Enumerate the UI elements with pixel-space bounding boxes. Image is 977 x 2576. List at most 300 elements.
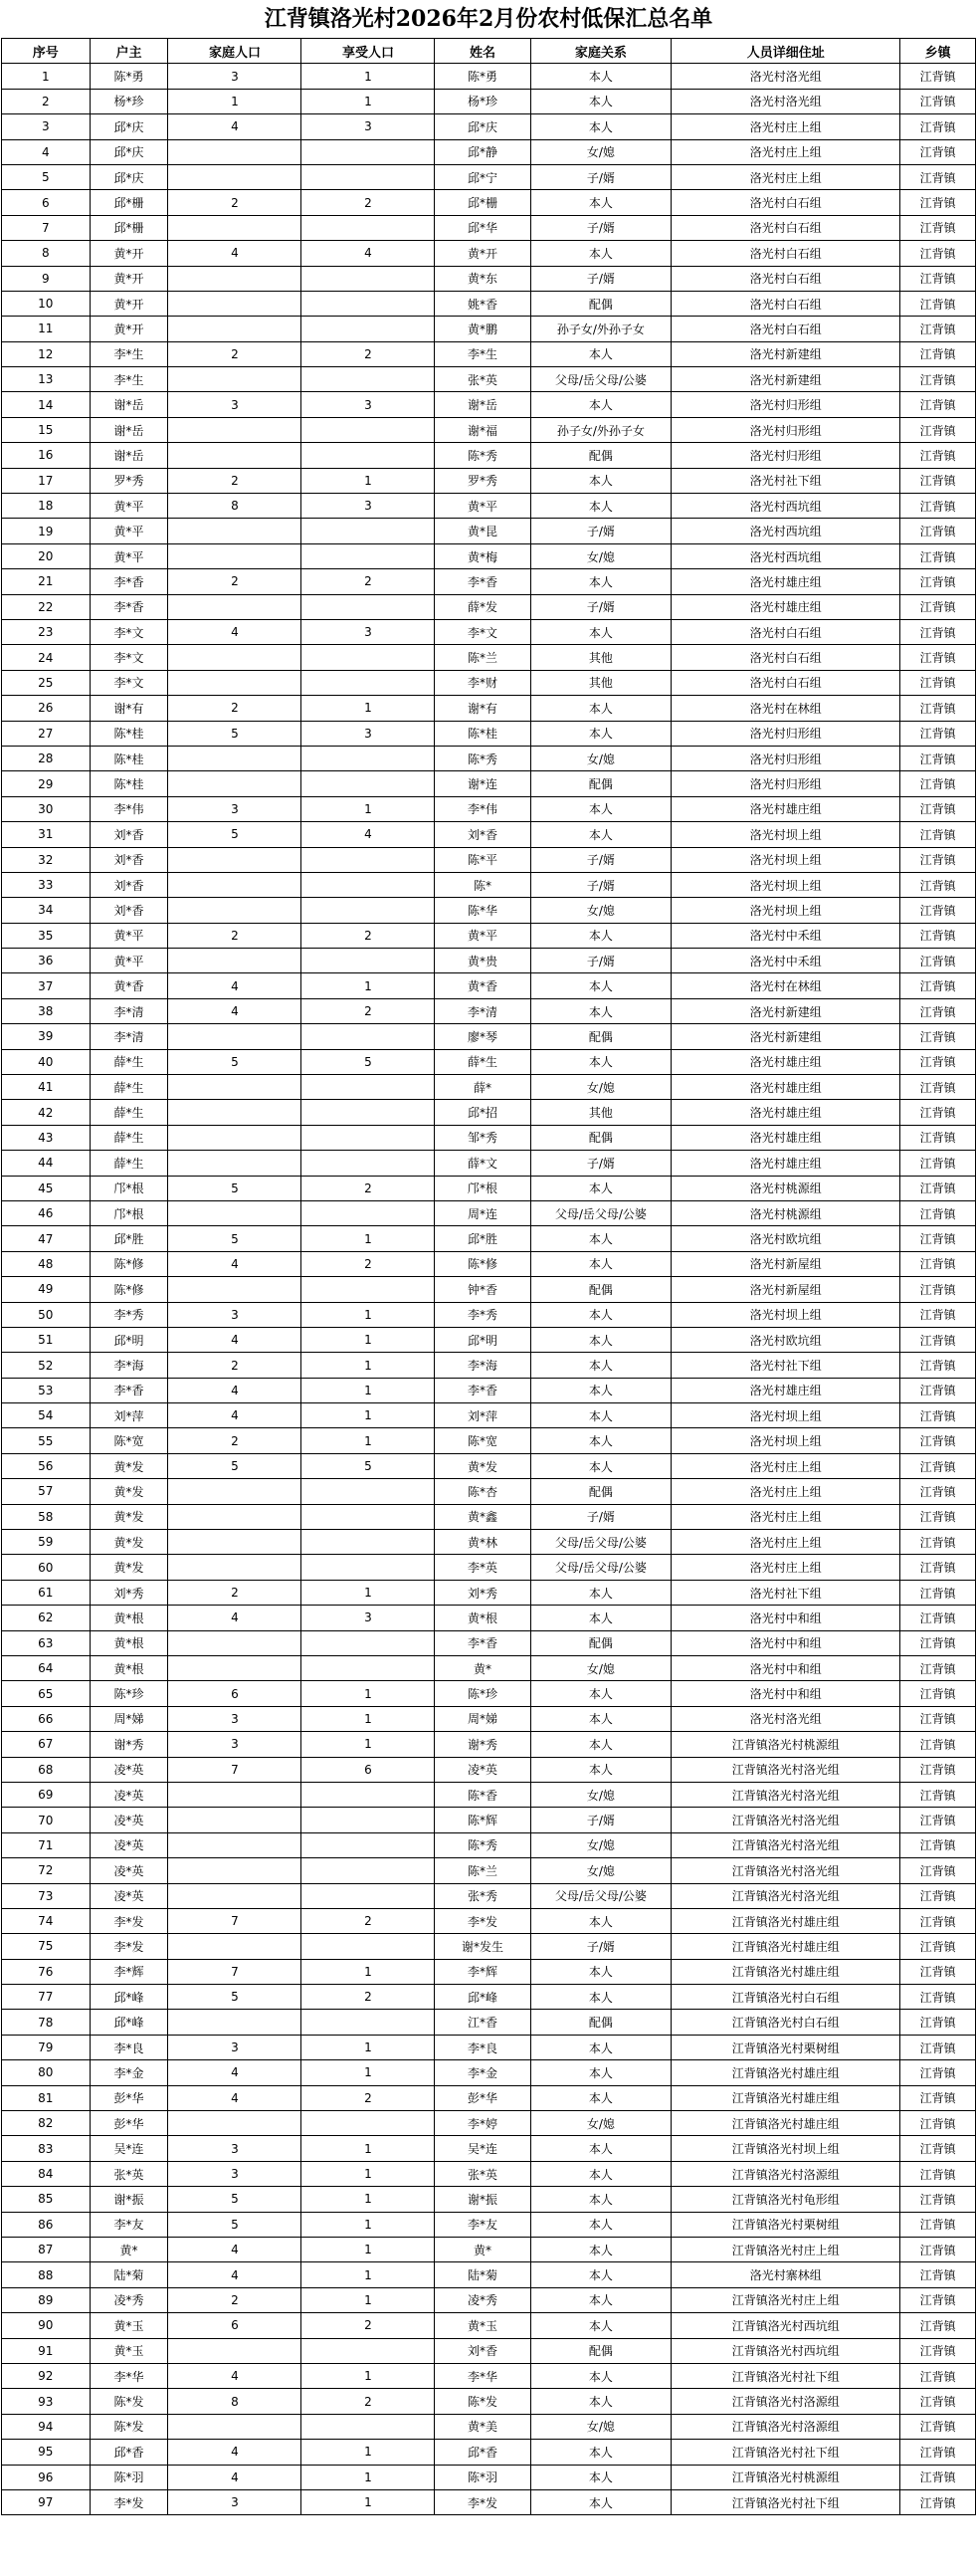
cell-index: 32 [2, 847, 91, 872]
cell-relation: 本人 [530, 1580, 672, 1605]
cell-household-head: 黄*发 [90, 1530, 168, 1555]
cell-family-size: 2 [168, 190, 301, 215]
cell-household-head: 刘*萍 [90, 1403, 168, 1428]
table-row [2, 1453, 976, 1478]
header-cell-relation: 家庭关系 [530, 39, 672, 64]
cell-town: 江背镇 [900, 1049, 976, 1074]
cell-name: 彭*华 [435, 2085, 530, 2110]
cell-family-size: 2 [168, 468, 301, 493]
cell-index: 63 [2, 1630, 91, 1655]
cell-town: 江背镇 [900, 114, 976, 139]
cell-name: 陈*发 [435, 2389, 530, 2414]
cell-beneficiaries: 1 [301, 2237, 435, 2261]
cell-relation: 本人 [530, 822, 672, 847]
cell-index: 2 [2, 89, 91, 113]
cell-town: 江背镇 [900, 139, 976, 164]
cell-relation: 本人 [530, 2212, 672, 2237]
cell-family-size [168, 1125, 301, 1150]
cell-index: 44 [2, 1151, 91, 1176]
cell-household-head: 黄*玉 [90, 2338, 168, 2363]
cell-address: 洛光村桃源组 [672, 1176, 900, 1200]
cell-relation: 配偶 [530, 1024, 672, 1049]
table-row [2, 543, 976, 568]
cell-index: 80 [2, 2060, 91, 2085]
cell-name: 谢*连 [435, 771, 530, 796]
cell-index: 42 [2, 1100, 91, 1125]
table-row [2, 949, 976, 973]
cell-name: 姚*香 [435, 291, 530, 316]
cell-address: 洛光村欧坑组 [672, 1327, 900, 1352]
cell-beneficiaries [301, 1858, 435, 1883]
cell-family-size: 5 [168, 822, 301, 847]
cell-name: 陈*兰 [435, 645, 530, 670]
cell-town: 江背镇 [900, 1858, 976, 1883]
cell-household-head: 谢*秀 [90, 1732, 168, 1757]
cell-family-size [168, 291, 301, 316]
cell-name: 李*香 [435, 1378, 530, 1402]
cell-name: 陈*杏 [435, 1479, 530, 1504]
cell-name: 邹*秀 [435, 1125, 530, 1150]
cell-beneficiaries [301, 670, 435, 695]
table-row [2, 443, 976, 468]
cell-index: 87 [2, 2237, 91, 2261]
cell-name: 刘*香 [435, 822, 530, 847]
cell-family-size [168, 1277, 301, 1302]
cell-relation: 女/媳 [530, 746, 672, 770]
cell-address: 洛光村中禾组 [672, 923, 900, 948]
cell-name: 黄*鹏 [435, 317, 530, 341]
cell-household-head: 彭*华 [90, 2111, 168, 2136]
table-row [2, 1732, 976, 1757]
cell-address: 洛光村白石组 [672, 670, 900, 695]
cell-name: 陈*秀 [435, 1832, 530, 1857]
cell-beneficiaries [301, 1151, 435, 1176]
cell-family-size [168, 746, 301, 770]
cell-family-size [168, 2414, 301, 2439]
cell-town: 江背镇 [900, 494, 976, 519]
cell-index: 14 [2, 392, 91, 417]
cell-address: 江背镇洛光村栗树组 [672, 2035, 900, 2059]
cell-town: 江背镇 [900, 619, 976, 644]
cell-household-head: 吴*连 [90, 2136, 168, 2161]
cell-town: 江背镇 [900, 1908, 976, 1933]
table-row [2, 2136, 976, 2161]
cell-town: 江背镇 [900, 1176, 976, 1200]
cell-household-head: 邝*根 [90, 1200, 168, 1225]
cell-town: 江背镇 [900, 2237, 976, 2261]
cell-index: 84 [2, 2161, 91, 2186]
cell-household-head: 黄*开 [90, 241, 168, 266]
cell-town: 江背镇 [900, 569, 976, 594]
cell-relation: 配偶 [530, 1125, 672, 1150]
cell-beneficiaries: 1 [301, 1580, 435, 1605]
cell-address: 洛光村坝上组 [672, 872, 900, 897]
cell-family-size: 4 [168, 973, 301, 998]
cell-beneficiaries: 1 [301, 2136, 435, 2161]
cell-relation: 子/婿 [530, 215, 672, 240]
cell-beneficiaries: 1 [301, 1302, 435, 1327]
cell-index: 92 [2, 2363, 91, 2388]
cell-family-size: 4 [168, 619, 301, 644]
table-row [2, 2465, 976, 2489]
cell-address: 洛光村白石组 [672, 266, 900, 291]
cell-household-head: 刘*香 [90, 847, 168, 872]
cell-address: 江背镇洛光村洛光组 [672, 1782, 900, 1807]
cell-beneficiaries: 1 [301, 2187, 435, 2212]
cell-index: 36 [2, 949, 91, 973]
cell-beneficiaries: 6 [301, 1757, 435, 1782]
cell-address: 江背镇洛光村社下组 [672, 2440, 900, 2465]
cell-address: 江背镇洛光村龟形组 [672, 2187, 900, 2212]
cell-address: 洛光村雄庄组 [672, 1075, 900, 1100]
cell-household-head: 李*金 [90, 2060, 168, 2085]
cell-index: 4 [2, 139, 91, 164]
cell-name: 陈*珍 [435, 1681, 530, 1706]
cell-index: 57 [2, 1479, 91, 1504]
cell-name: 江*香 [435, 2010, 530, 2035]
cell-household-head: 黄* [90, 2237, 168, 2261]
cell-address: 洛光村归形组 [672, 392, 900, 417]
cell-address: 洛光村中和组 [672, 1681, 900, 1706]
cell-beneficiaries: 4 [301, 241, 435, 266]
cell-town: 江背镇 [900, 164, 976, 189]
cell-index: 15 [2, 417, 91, 442]
cell-relation: 本人 [530, 721, 672, 746]
cell-family-size [168, 1630, 301, 1655]
cell-name: 李*发 [435, 1908, 530, 1933]
cell-town: 江背镇 [900, 973, 976, 998]
cell-household-head: 李*香 [90, 594, 168, 619]
cell-family-size: 2 [168, 923, 301, 948]
table-row [2, 2440, 976, 2465]
cell-beneficiaries: 1 [301, 796, 435, 821]
cell-town: 江背镇 [900, 89, 976, 113]
cell-beneficiaries: 3 [301, 392, 435, 417]
cell-town: 江背镇 [900, 923, 976, 948]
cell-name: 周*娣 [435, 1706, 530, 1731]
cell-town: 江背镇 [900, 1302, 976, 1327]
cell-index: 39 [2, 1024, 91, 1049]
cell-address: 洛光村中和组 [672, 1630, 900, 1655]
cell-name: 李*良 [435, 2035, 530, 2059]
cell-household-head: 陈*勇 [90, 64, 168, 89]
cell-relation: 本人 [530, 1706, 672, 1731]
cell-name: 邱*栅 [435, 190, 530, 215]
cell-index: 47 [2, 1226, 91, 1251]
cell-relation: 本人 [530, 2085, 672, 2110]
cell-beneficiaries [301, 417, 435, 442]
cell-address: 洛光村庄上组 [672, 114, 900, 139]
cell-name: 张*英 [435, 2161, 530, 2186]
cell-index: 88 [2, 2262, 91, 2287]
cell-town: 江背镇 [900, 2338, 976, 2363]
cell-beneficiaries [301, 215, 435, 240]
cell-family-size [168, 2111, 301, 2136]
cell-household-head: 黄*平 [90, 923, 168, 948]
cell-relation: 本人 [530, 1453, 672, 1478]
cell-address: 洛光村庄上组 [672, 164, 900, 189]
cell-household-head: 陈*桂 [90, 771, 168, 796]
cell-address: 洛光村中禾组 [672, 949, 900, 973]
cell-family-size: 2 [168, 2287, 301, 2312]
cell-household-head: 薛*生 [90, 1075, 168, 1100]
cell-family-size: 4 [168, 998, 301, 1023]
cell-household-head: 陈*珍 [90, 1681, 168, 1706]
cell-index: 73 [2, 1883, 91, 1908]
cell-town: 江背镇 [900, 847, 976, 872]
cell-relation: 子/婿 [530, 847, 672, 872]
cell-index: 12 [2, 341, 91, 366]
table-row [2, 1176, 976, 1200]
table-row [2, 291, 976, 316]
cell-family-size [168, 1883, 301, 1908]
cell-town: 江背镇 [900, 898, 976, 923]
cell-address: 江背镇洛光村西坑组 [672, 2338, 900, 2363]
cell-relation: 女/媳 [530, 1782, 672, 1807]
cell-name: 黄*林 [435, 1530, 530, 1555]
cell-household-head: 薛*生 [90, 1100, 168, 1125]
cell-household-head: 谢*有 [90, 696, 168, 721]
cell-town: 江背镇 [900, 998, 976, 1023]
cell-index: 37 [2, 973, 91, 998]
cell-town: 江背镇 [900, 317, 976, 341]
cell-household-head: 薛*生 [90, 1151, 168, 1176]
cell-address: 江背镇洛光村栗树组 [672, 2212, 900, 2237]
table-row [2, 2212, 976, 2237]
cell-address: 洛光村雄庄组 [672, 796, 900, 821]
cell-relation: 子/婿 [530, 1808, 672, 1832]
table-row [2, 2237, 976, 2261]
cell-address: 江背镇洛光村洛源组 [672, 2414, 900, 2439]
cell-relation: 本人 [530, 1176, 672, 1200]
cell-beneficiaries: 1 [301, 1327, 435, 1352]
cell-household-head: 陈*宽 [90, 1428, 168, 1453]
cell-relation: 子/婿 [530, 266, 672, 291]
cell-family-size [168, 139, 301, 164]
cell-family-size [168, 543, 301, 568]
cell-index: 3 [2, 114, 91, 139]
cell-beneficiaries: 1 [301, 1353, 435, 1378]
cell-index: 11 [2, 317, 91, 341]
cell-name: 陈*华 [435, 898, 530, 923]
header-cell-index: 序号 [2, 39, 91, 64]
cell-beneficiaries [301, 1530, 435, 1555]
cell-name: 陈*勇 [435, 64, 530, 89]
cell-town: 江背镇 [900, 1504, 976, 1529]
cell-family-size: 4 [168, 2262, 301, 2287]
cell-name: 陈*修 [435, 1251, 530, 1276]
cell-address: 洛光村坝上组 [672, 898, 900, 923]
header-cell-town: 乡镇 [900, 39, 976, 64]
cell-name: 刘*秀 [435, 1580, 530, 1605]
cell-family-size: 3 [168, 2136, 301, 2161]
cell-household-head: 李*发 [90, 2489, 168, 2514]
cell-relation: 父母/岳父母/公婆 [530, 1200, 672, 1225]
cell-town: 江背镇 [900, 1453, 976, 1478]
cell-family-size [168, 2338, 301, 2363]
cell-name: 李*英 [435, 1555, 530, 1580]
table-row [2, 973, 976, 998]
cell-address: 洛光村雄庄组 [672, 1100, 900, 1125]
table-row [2, 2010, 976, 2035]
cell-index: 46 [2, 1200, 91, 1225]
cell-index: 7 [2, 215, 91, 240]
table-row [2, 1959, 976, 1984]
cell-address: 江背镇洛光村洛光组 [672, 1858, 900, 1883]
cell-household-head: 凌*英 [90, 1757, 168, 1782]
cell-beneficiaries: 1 [301, 2287, 435, 2312]
cell-family-size [168, 949, 301, 973]
cell-relation: 本人 [530, 114, 672, 139]
cell-household-head: 陈*发 [90, 2414, 168, 2439]
cell-index: 69 [2, 1782, 91, 1807]
table-row [2, 1555, 976, 1580]
cell-family-size: 4 [168, 114, 301, 139]
cell-relation: 本人 [530, 2287, 672, 2312]
cell-household-head: 邱*栅 [90, 215, 168, 240]
cell-name: 张*秀 [435, 1883, 530, 1908]
cell-town: 江背镇 [900, 1732, 976, 1757]
table-row [2, 619, 976, 644]
cell-town: 江背镇 [900, 291, 976, 316]
cell-household-head: 陈*修 [90, 1277, 168, 1302]
cell-town: 江背镇 [900, 1883, 976, 1908]
cell-town: 江背镇 [900, 1959, 976, 1984]
cell-address: 江背镇洛光村桃源组 [672, 2465, 900, 2489]
cell-family-size: 2 [168, 341, 301, 366]
cell-town: 江背镇 [900, 2161, 976, 2186]
cell-address: 江背镇洛光村雄庄组 [672, 1908, 900, 1933]
cell-relation: 本人 [530, 89, 672, 113]
cell-address: 洛光村白石组 [672, 619, 900, 644]
cell-name: 凌*英 [435, 1757, 530, 1782]
cell-town: 江背镇 [900, 2262, 976, 2287]
cell-name: 李*生 [435, 341, 530, 366]
cell-relation: 本人 [530, 1049, 672, 1074]
cell-beneficiaries [301, 2111, 435, 2136]
cell-family-size [168, 670, 301, 695]
cell-beneficiaries: 3 [301, 114, 435, 139]
cell-beneficiaries: 4 [301, 822, 435, 847]
cell-family-size: 1 [168, 89, 301, 113]
cell-family-size [168, 367, 301, 392]
cell-household-head: 邱*庆 [90, 139, 168, 164]
cell-relation: 本人 [530, 494, 672, 519]
cell-relation: 本人 [530, 1302, 672, 1327]
cell-name: 黄*梅 [435, 543, 530, 568]
cell-index: 60 [2, 1555, 91, 1580]
cell-beneficiaries [301, 847, 435, 872]
cell-address: 洛光村归形组 [672, 771, 900, 796]
cell-household-head: 邱*栅 [90, 190, 168, 215]
cell-household-head: 凌*英 [90, 1808, 168, 1832]
cell-household-head: 李*发 [90, 1908, 168, 1933]
cell-town: 江背镇 [900, 266, 976, 291]
table-row [2, 341, 976, 366]
cell-index: 62 [2, 1606, 91, 1630]
cell-beneficiaries [301, 266, 435, 291]
cell-name: 谢*振 [435, 2187, 530, 2212]
cell-beneficiaries [301, 898, 435, 923]
cell-household-head: 黄*根 [90, 1630, 168, 1655]
table-row [2, 1251, 976, 1276]
cell-household-head: 凌*秀 [90, 2287, 168, 2312]
cell-name: 邱*招 [435, 1100, 530, 1125]
cell-relation: 本人 [530, 2465, 672, 2489]
cell-beneficiaries: 1 [301, 2212, 435, 2237]
cell-name: 邱*胜 [435, 1226, 530, 1251]
cell-address: 洛光村西坑组 [672, 519, 900, 543]
cell-index: 82 [2, 2111, 91, 2136]
cell-family-size [168, 1504, 301, 1529]
cell-beneficiaries [301, 1277, 435, 1302]
table-row [2, 2161, 976, 2186]
cell-relation: 本人 [530, 1327, 672, 1352]
cell-relation: 本人 [530, 2363, 672, 2388]
cell-name: 薛*发 [435, 594, 530, 619]
table-row [2, 1630, 976, 1655]
table-row [2, 1403, 976, 1428]
cell-index: 28 [2, 746, 91, 770]
cell-family-size: 4 [168, 2085, 301, 2110]
cell-household-head: 陈*发 [90, 2389, 168, 2414]
cell-name: 谢*有 [435, 696, 530, 721]
table-row [2, 2085, 976, 2110]
cell-address: 洛光村白石组 [672, 190, 900, 215]
cell-town: 江背镇 [900, 2010, 976, 2035]
cell-index: 85 [2, 2187, 91, 2212]
table-row [2, 746, 976, 770]
cell-family-size: 6 [168, 1681, 301, 1706]
cell-family-size [168, 1151, 301, 1176]
table-row [2, 64, 976, 89]
page-title: 江背镇洛光村2026年2月份农村低保汇总名单 [264, 6, 713, 32]
cell-relation: 父母/岳父母/公婆 [530, 367, 672, 392]
cell-index: 34 [2, 898, 91, 923]
cell-family-size: 5 [168, 1176, 301, 1200]
cell-name: 李*发 [435, 2489, 530, 2514]
cell-beneficiaries: 1 [301, 2161, 435, 2186]
cell-household-head: 陈*羽 [90, 2465, 168, 2489]
cell-address: 洛光村坝上组 [672, 847, 900, 872]
cell-household-head: 黄*平 [90, 543, 168, 568]
cell-household-head: 邱*胜 [90, 1226, 168, 1251]
cell-household-head: 谢*岳 [90, 443, 168, 468]
cell-beneficiaries: 2 [301, 341, 435, 366]
cell-index: 13 [2, 367, 91, 392]
cell-household-head: 陈*修 [90, 1251, 168, 1276]
cell-index: 52 [2, 1353, 91, 1378]
table-row [2, 771, 976, 796]
cell-beneficiaries: 2 [301, 2389, 435, 2414]
cell-beneficiaries: 2 [301, 2313, 435, 2338]
cell-town: 江背镇 [900, 1125, 976, 1150]
table-row [2, 114, 976, 139]
cell-index: 66 [2, 1706, 91, 1731]
cell-household-head: 刘*香 [90, 872, 168, 897]
cell-beneficiaries: 2 [301, 1908, 435, 1933]
table-row [2, 468, 976, 493]
cell-town: 江背镇 [900, 1934, 976, 1959]
table-row [2, 1302, 976, 1327]
table-row [2, 822, 976, 847]
cell-relation: 本人 [530, 1908, 672, 1933]
cell-address: 洛光村雄庄组 [672, 1151, 900, 1176]
cell-name: 薛* [435, 1075, 530, 1100]
cell-family-size [168, 1100, 301, 1125]
table-row [2, 998, 976, 1023]
table-row [2, 2287, 976, 2312]
